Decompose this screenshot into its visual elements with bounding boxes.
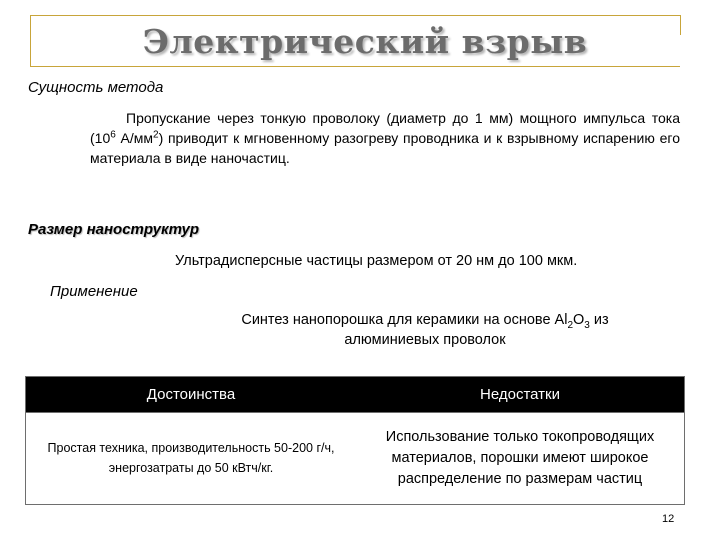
title-frame-right-line [680, 15, 681, 35]
title-frame-left-line [30, 15, 31, 67]
header-advantages: Достоинства [146, 386, 236, 403]
application-sub-2: 3 [584, 319, 590, 331]
essence-text-1: Пропускание через тонкую проволоку (диаметр до 1 мм) мощного импульса тока (10 [90, 110, 680, 146]
page-number: 12 [662, 513, 675, 525]
disadvantages-text: Использование только токопроводящих материалов, порошки имеют широкое распределение по размерам частиц [385, 428, 655, 487]
size-text: Ультрадисперсные частицы размером от 20 нм до 100 мкм. [175, 253, 578, 269]
comparison-table [25, 376, 685, 505]
title-frame-top-line [30, 15, 680, 16]
essence-text-2: А/мм [115, 130, 154, 146]
advantages-text: Простая техника, производительность 50-200 г/ч, энергозатраты до 50 кВтч/кг. [47, 441, 335, 475]
size-heading: Размер наноструктур [28, 221, 200, 238]
title-frame-bottom-line [30, 66, 680, 67]
cell-disadvantages [356, 413, 684, 503]
cell-advantages [26, 413, 356, 503]
slide-title: Электрический взрыв [142, 22, 588, 61]
application-heading: Применение [50, 283, 138, 300]
essence-sup-2: 2 [153, 129, 159, 141]
application-text-1: Синтез нанопорошка для керамики на основе Al [241, 312, 568, 328]
application-text [160, 310, 690, 350]
application-text-line2: алюминиевых проволок [344, 332, 506, 348]
application-sub-1: 2 [567, 319, 574, 331]
application-text-2: O [573, 312, 585, 328]
essence-text-3: ) приводит к мгновенному разогреву проводника и к взрывному испарению его материала в виде наночастиц. [90, 130, 680, 166]
header-disadvantages: Недостатки [480, 386, 560, 403]
essence-paragraph [90, 108, 680, 168]
essence-sup-1: 6 [110, 129, 116, 141]
table-header-row [26, 377, 684, 412]
essence-heading: Сущность метода [28, 79, 164, 96]
application-text-3: из [589, 312, 609, 328]
